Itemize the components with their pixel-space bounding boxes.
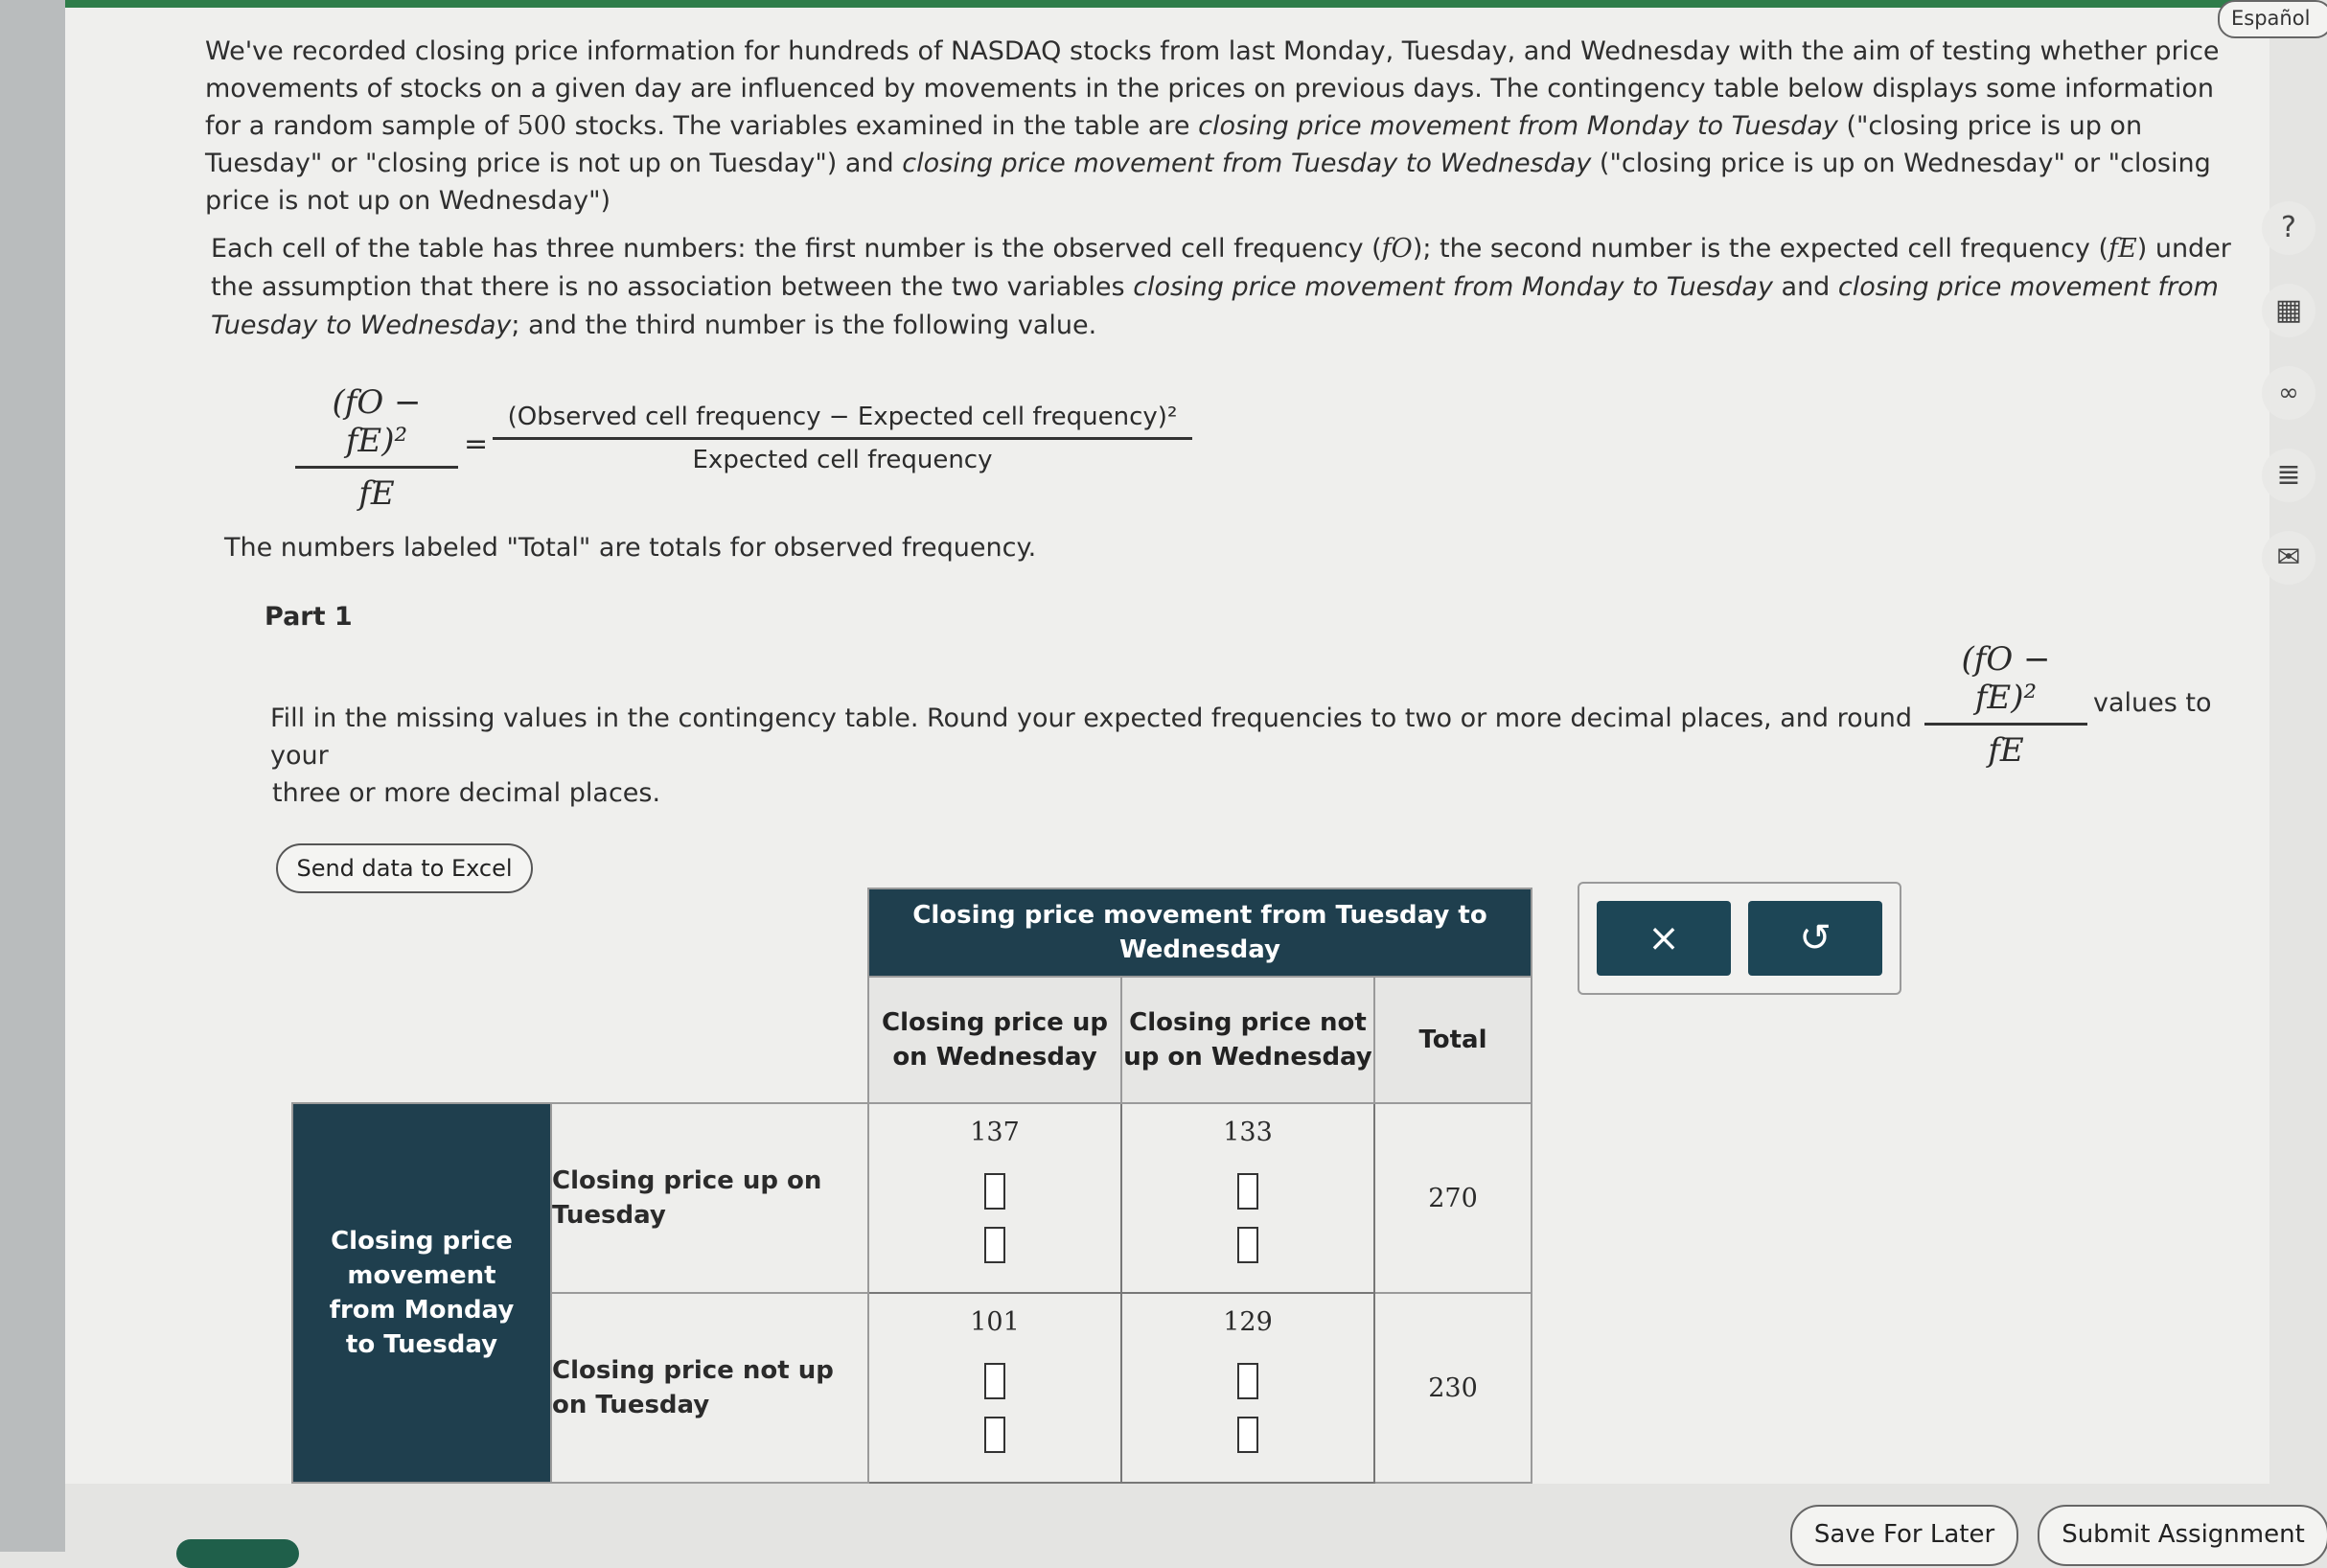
formula-rhs-numerator: (Observed cell frequency − Expected cell frequency)² [493,403,1192,440]
row-total-not-up: 230 [1374,1293,1532,1483]
progress-pill [176,1539,299,1568]
column-group-header: Closing price movement from Tuesday to Wednesday [868,888,1532,977]
observed-frequency: 137 [970,1118,1020,1147]
expected-frequency-input[interactable] [1237,1173,1258,1210]
question-panel [65,8,2269,1484]
formula-rhs-denominator: Expected cell frequency [692,446,993,474]
right-toolbar [2231,0,2327,1552]
notes-icon[interactable]: ≣ [2262,449,2315,502]
table-cell-r1c2 [1121,1103,1374,1293]
row-header-not-up: Closing price not up on Tuesday [551,1293,868,1483]
expected-frequency-input[interactable] [984,1173,1005,1210]
top-accent-bar [65,0,2269,8]
reset-button[interactable]: ↺ [1748,901,1882,976]
row-group-header: Closing price movement from Monday to Tuesday [292,1103,551,1483]
expected-frequency-input[interactable] [1237,1363,1258,1399]
submit-assignment-button[interactable]: Submit Assignment [2038,1505,2327,1566]
inline-formula: (fO − fE)² fE [1924,640,2087,770]
send-to-excel-button[interactable]: Send data to Excel [276,843,533,893]
column-header-not-up: Closing price not up on Wednesday [1121,977,1374,1103]
contingency-table [291,888,1532,1484]
language-button[interactable]: Español [2218,0,2327,38]
instruction-text-end: three or more decimal places. [272,778,661,808]
help-icon[interactable]: ? [2262,201,2315,255]
table-cell-r1c1 [868,1103,1121,1293]
part-title: Part 1 [265,602,353,632]
total-note: The numbers labeled "Total" are totals for observed frequency. [224,533,1037,563]
observed-frequency: 129 [1223,1307,1273,1337]
instruction-text-cont: values to [2093,688,2212,718]
observed-frequency: 133 [1223,1118,1273,1147]
formula-lhs-denominator: fE [358,474,395,513]
calculator-icon[interactable]: ▦ [2262,284,2315,337]
observed-frequency: 101 [970,1307,1020,1337]
chi-square-term-input[interactable] [984,1417,1005,1453]
table-cell-r2c1 [868,1293,1121,1483]
mail-icon[interactable]: ✉ [2262,531,2315,585]
glasses-icon[interactable]: ∞ [2262,366,2315,420]
answer-tools-panel [1578,882,1901,995]
formula-lhs-numerator: (fO − fE)² [295,383,458,469]
cell-explanation-paragraph: Each cell of the table has three numbers: the first number is the observed cell frequency (fO); the second number is the expected cell frequency (fE) under the assumption that there is no association between the two variables closing price movement from Monday to Tuesday and closing price movement from Tuesday to Wednesday; and the third number is the following value. [211,234,2231,340]
chi-square-term-input[interactable] [1237,1227,1258,1263]
instruction-text: Fill in the missing values in the contingency table. Round your expected frequencies to two or more decimal places, and round your [270,703,1912,771]
left-margin [0,0,65,1552]
chi-square-term-input[interactable] [984,1227,1005,1263]
clear-button[interactable]: × [1597,901,1731,976]
table-cell-r2c2 [1121,1293,1374,1483]
column-header-total: Total [1374,977,1532,1103]
expected-frequency-input[interactable] [984,1363,1005,1399]
chi-square-term-input[interactable] [1237,1417,1258,1453]
column-header-up: Closing price up on Wednesday [868,977,1121,1103]
chi-square-formula: $\frac{\text{(fO − fE)²}}{fE}$ = (Observed cell frequency − Expected cell frequency)² Expected cell frequency [295,383,1196,518]
row-header-up: Closing price up on Tuesday [551,1103,868,1293]
row-total-up: 270 [1374,1103,1532,1293]
save-for-later-button[interactable]: Save For Later [1790,1505,2018,1566]
intro-paragraph: We've recorded closing price information for hundreds of NASDAQ stocks from last Monday, Tuesday, and Wednesday with the aim of testing whether price movements of stocks on a given day are influenced by movements in the prices on previous days. The contingency table below displays some information for a random sample of 500 stocks. The variables examined in the table are closing price movement from Monday to Tuesday ("closing price is up on Tuesday" or "closing price is not up on Tuesday") and closing price movement from Tuesday to Wednesday ("closing price is up on Wednesday" or "closing price is not up on Wednesday") [205,36,2220,216]
